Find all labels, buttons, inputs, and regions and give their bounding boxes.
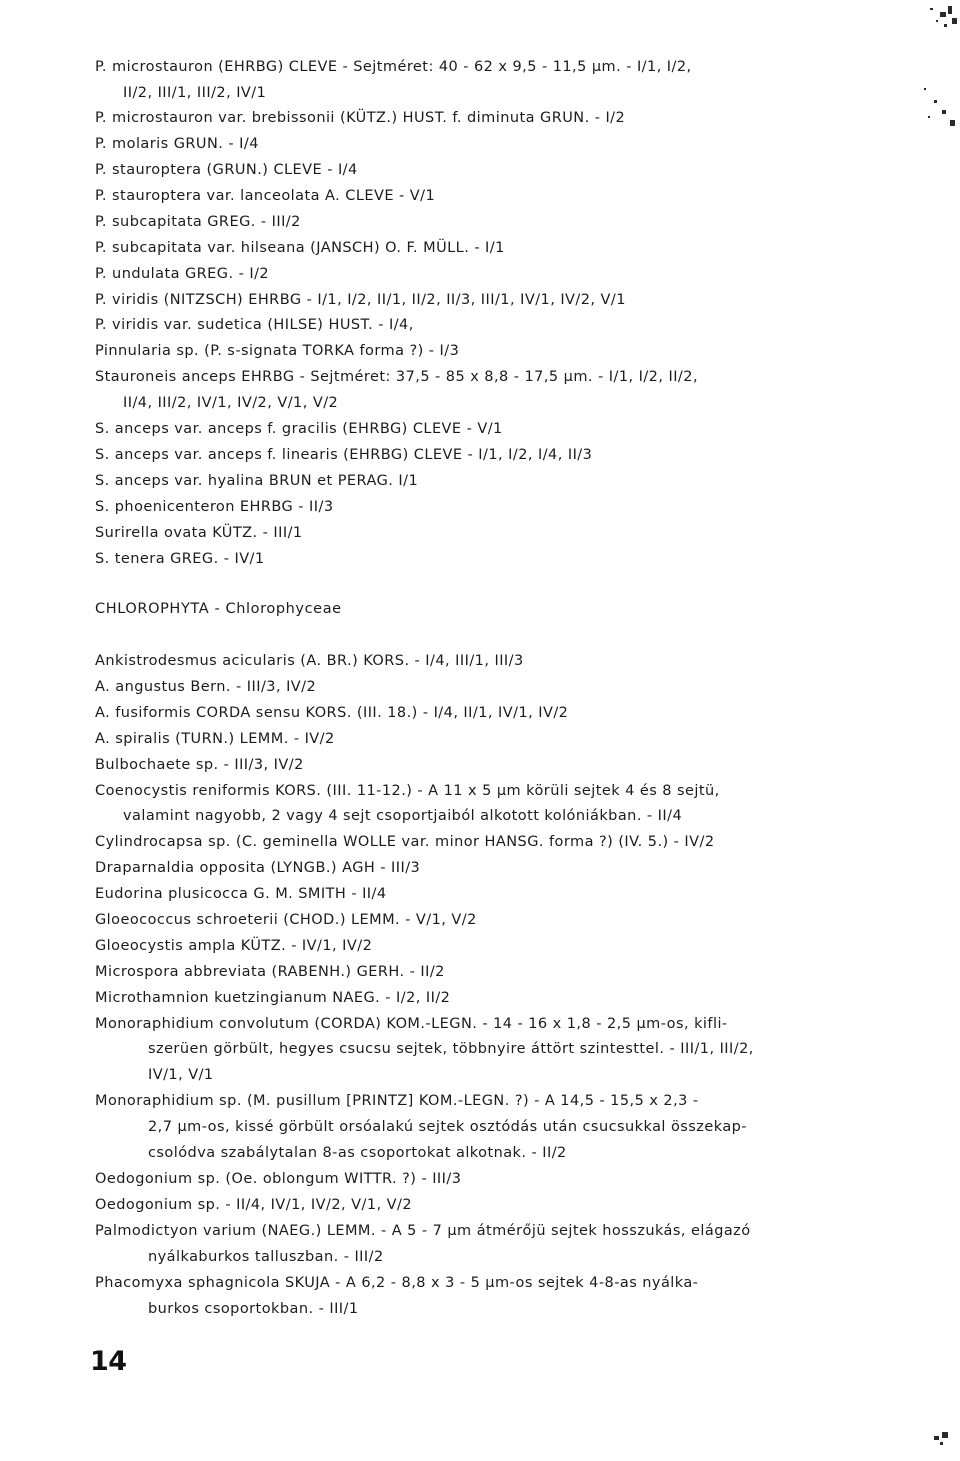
text-line: A. angustus Bern. - III/3, IV/2	[95, 679, 317, 695]
text-line: II/4, III/2, IV/1, IV/2, V/1, V/2	[123, 395, 339, 411]
text-line: II/2, III/1, III/2, IV/1	[123, 85, 267, 101]
text-line: burkos csoportokban. - III/1	[148, 1301, 359, 1317]
text-line: IV/1, V/1	[148, 1067, 214, 1083]
text-line: P. stauroptera (GRUN.) CLEVE - I/4	[95, 162, 358, 178]
text-line: Phacomyxa sphagnicola SKUJA - A 6,2 - 8,8 x 3 - 5 μm-os sejtek 4-8-as nyálka-	[95, 1275, 699, 1291]
text-line: S. anceps var. hyalina BRUN et PERAG. I/1	[95, 473, 419, 489]
text-line: P. undulata GREG. - I/2	[95, 266, 270, 282]
text-line: nyálkaburkos talluszban. - III/2	[148, 1249, 384, 1265]
text-line: Microspora abbreviata (RABENH.) GERH. - II/2	[95, 964, 445, 980]
text-line: Ankistrodesmus acicularis (A. BR.) KORS. - I/4, III/1, III/3	[95, 653, 524, 669]
text-line: P. molaris GRUN. - I/4	[95, 136, 259, 152]
page-number: 14	[90, 1346, 127, 1377]
text-line: S. phoenicenteron EHRBG - II/3	[95, 499, 334, 515]
text-line: Oedogonium sp. - II/4, IV/1, IV/2, V/1, V/2	[95, 1197, 413, 1213]
text-line: Palmodictyon varium (NAEG.) LEMM. - A 5 - 7 μm átmérőjü sejtek hosszukás, elágazó	[95, 1223, 751, 1239]
text-line: Gloeococcus schroeterii (CHOD.) LEMM. - V/1, V/2	[95, 912, 477, 928]
text-line: P. stauroptera var. lanceolata A. CLEVE - V/1	[95, 188, 436, 204]
text-line: S. anceps var. anceps f. linearis (EHRBG) CLEVE - I/1, I/2, I/4, II/3	[95, 447, 593, 463]
text-line: Monoraphidium convolutum (CORDA) KOM.-LEGN. - 14 - 16 x 1,8 - 2,5 μm-os, kifli-	[95, 1016, 728, 1032]
text-line: 2,7 μm-os, kissé görbült orsóalakú sejtek osztódás után csucsukkal összekap-	[148, 1119, 747, 1135]
text-line: Oedogonium sp. (Oe. oblongum WITTR. ?) - III/3	[95, 1171, 462, 1187]
text-line: Eudorina plusicocca G. M. SMITH - II/4	[95, 886, 387, 902]
text-line: A. spiralis (TURN.) LEMM. - IV/2	[95, 731, 335, 747]
text-line: P. viridis var. sudetica (HILSE) HUST. - I/4,	[95, 317, 414, 333]
text-line: P. microstauron var. brebissonii (KÜTZ.) HUST. f. diminuta GRUN. - I/2	[95, 110, 626, 126]
text-line: Coenocystis reniformis KORS. (III. 11-12.) - A 11 x 5 μm körüli sejtek 4 és 8 sejtü,	[95, 783, 720, 799]
section-heading: CHLOROPHYTA - Chlorophyceae	[95, 601, 342, 617]
text-line: P. viridis (NITZSCH) EHRBG - I/1, I/2, II/1, II/2, II/3, III/1, IV/1, IV/2, V/1	[95, 292, 626, 308]
text-line: Stauroneis anceps EHRBG - Sejtméret: 37,5 - 85 x 8,8 - 17,5 μm. - I/1, I/2, II/2,	[95, 369, 698, 385]
text-line: Gloeocystis ampla KÜTZ. - IV/1, IV/2	[95, 938, 373, 954]
scan-noise	[900, 0, 960, 140]
text-line: P. subcapitata var. hilseana (JANSCH) O. F. MÜLL. - I/1	[95, 240, 505, 256]
text-line: P. subcapitata GREG. - III/2	[95, 214, 301, 230]
text-line: Monoraphidium sp. (M. pusillum [PRINTZ] KOM.-LEGN. ?) - A 14,5 - 15,5 x 2,3 -	[95, 1093, 699, 1109]
text-line: Microthamnion kuetzingianum NAEG. - I/2, II/2	[95, 990, 451, 1006]
text-line: csolódva szabálytalan 8-as csoportokat alkotnak. - II/2	[148, 1145, 567, 1161]
text-line: S. anceps var. anceps f. gracilis (EHRBG) CLEVE - V/1	[95, 421, 503, 437]
text-line: A. fusiformis CORDA sensu KORS. (III. 18.) - I/4, II/1, IV/1, IV/2	[95, 705, 569, 721]
text-line: Bulbochaete sp. - III/3, IV/2	[95, 757, 304, 773]
text-line: valamint nagyobb, 2 vagy 4 sejt csoportjaiból alkotott kolóniákban. - II/4	[123, 808, 683, 824]
scan-noise	[920, 1420, 960, 1461]
text-line: Pinnularia sp. (P. s-signata TORKA forma ?) - I/3	[95, 343, 460, 359]
text-line: Cylindrocapsa sp. (C. geminella WOLLE var. minor HANSG. forma ?) (IV. 5.) - IV/2	[95, 834, 715, 850]
text-line: szerüen görbült, hegyes csucsu sejtek, többnyire áttört szintesttel. - III/1, III/2,	[148, 1041, 754, 1057]
text-line: Draparnaldia opposita (LYNGB.) AGH - III/3	[95, 860, 421, 876]
text-line: Surirella ovata KÜTZ. - III/1	[95, 525, 303, 541]
text-line: P. microstauron (EHRBG) CLEVE - Sejtméret: 40 - 62 x 9,5 - 11,5 μm. - I/1, I/2,	[95, 59, 692, 75]
text-line: S. tenera GREG. - IV/1	[95, 551, 265, 567]
